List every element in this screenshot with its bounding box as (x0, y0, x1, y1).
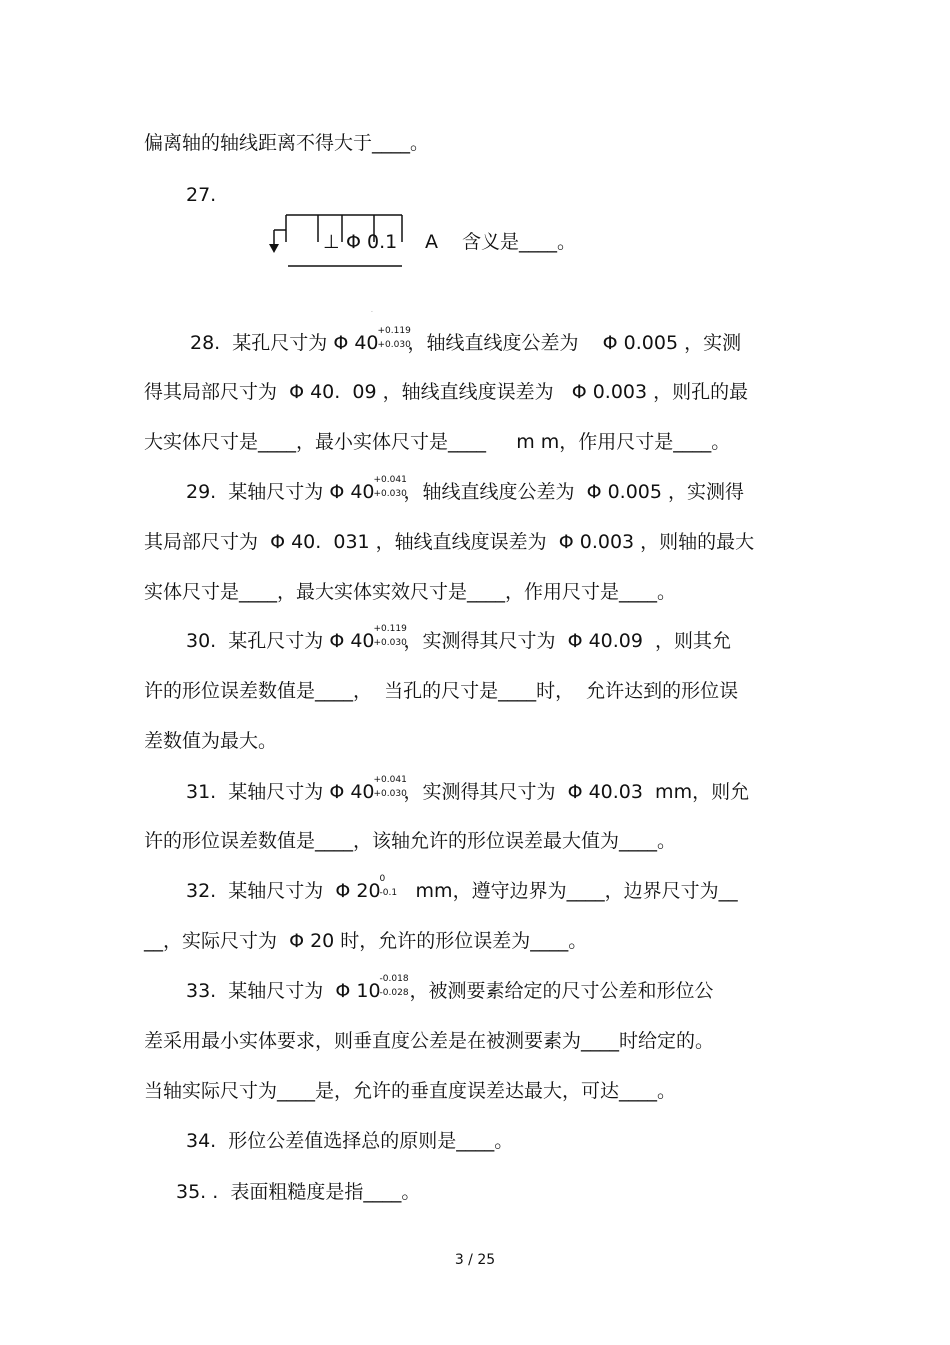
q28-lower-deviation: +0.030 (377, 340, 411, 350)
q27-number: 27. (186, 184, 217, 206)
q33-tail: ，被测要素给定的尺寸公差和形位公 (409, 980, 714, 1002)
q32-line-2: __，实际尺寸为 Φ 20 时，允许的形位误差为____。 (144, 930, 588, 952)
q33-line-1 (186, 974, 714, 1003)
q34-line: 34. 形位公差值选择总的原则是____。 (186, 1130, 514, 1152)
line-q26-end: 偏离轴的轴线距离不得大于____。 (144, 132, 430, 154)
q29-lead: 29. 某轴尺寸为 Φ 40 (186, 481, 375, 503)
q28-line-2: 得其局部尺寸为 Φ 40. 09 ，轴线直线度误差为 Φ 0.003 ，则孔的最 (144, 381, 749, 403)
q27-question: 含义是____。 (462, 231, 577, 253)
datum-label: A (425, 231, 438, 253)
q29-tolerance (373, 475, 407, 504)
q30-lower-deviation: +0.030 (373, 638, 407, 648)
q28-lead: 28. 某孔尺寸为 Φ 40 (190, 332, 379, 354)
q29-line-3: 实体尺寸是____，最大实体实效尺寸是____，作用尺寸是____。 (144, 581, 677, 603)
q33-line-3: 当轴实际尺寸为____是，允许的垂直度误差达最大，可达____。 (144, 1080, 677, 1102)
q33-lead: 33. 某轴尺寸为 Φ 10 (186, 980, 381, 1002)
q31-line-2: 许的形位误差数值是____，该轴允许的形位误差最大值为____。 (144, 830, 677, 852)
q32-upper-deviation: 0 (379, 874, 386, 884)
q30-tolerance (373, 624, 407, 653)
q28-line-1 (190, 326, 742, 355)
tolerance-value: Φ 0.1 (346, 231, 398, 253)
q32-lower-deviation: -0.1 (379, 888, 398, 898)
q31-upper-deviation: +0.041 (373, 775, 407, 785)
stray-mark: · (371, 309, 373, 316)
q29-tail: ，轴线直线度公差为 Φ 0.005 ，实测得 (403, 481, 745, 503)
q30-line-3: 差数值为最大。 (144, 730, 278, 752)
q28-tolerance (377, 326, 411, 355)
q30-upper-deviation: +0.119 (373, 624, 407, 634)
q33-tolerance (379, 974, 410, 1003)
q29-line-1 (186, 475, 745, 504)
q28-line-3: 大实体尺寸是____，最小实体尺寸是____ m m，作用尺寸是____。 (144, 431, 731, 453)
page-number: 3 / 25 (454, 1252, 496, 1268)
q29-upper-deviation: +0.041 (373, 475, 407, 485)
q30-line-2: 许的形位误差数值是____， 当孔的尺寸是____时， 允许达到的形位误 (144, 680, 739, 702)
q31-tolerance (373, 775, 407, 804)
q30-line-1 (186, 624, 732, 653)
q30-tail: ，实测得其尺寸为 Φ 40.09 ，则其允 (403, 630, 732, 652)
q35-line: 35. . 表面粗糙度是指____。 (176, 1181, 421, 1203)
q32-tolerance (379, 874, 416, 903)
q33-lower-deviation: -0.028 (379, 988, 409, 998)
q33-upper-deviation: -0.018 (379, 974, 409, 984)
q29-line-2: 其局部尺寸为 Φ 40. 031 ，轴线直线度误差为 Φ 0.003 ，则轴的最大 (144, 531, 755, 553)
q31-line-1 (186, 775, 750, 804)
q32-tail: mm，遵守边界为____，边界尺寸为__ (415, 880, 738, 902)
q32-line-1 (186, 874, 738, 903)
q33-line-2: 差采用最小实体要求，则垂直度公差是在被测要素为____时给定的。 (144, 1030, 715, 1052)
q31-lower-deviation: +0.030 (373, 789, 407, 799)
q30-lead: 30. 某孔尺寸为 Φ 40 (186, 630, 375, 652)
q31-lead: 31. 某轴尺寸为 Φ 40 (186, 781, 375, 803)
q28-upper-deviation: +0.119 (377, 326, 411, 336)
perpendicularity-symbol: ⊥ (323, 231, 340, 253)
q29-lower-deviation: +0.030 (373, 489, 407, 499)
q32-lead: 32. 某轴尺寸为 Φ 20 (186, 880, 381, 902)
q31-tail: ，实测得其尺寸为 Φ 40.03 mm，则允 (403, 781, 750, 803)
q28-tail: ，轴线直线度公差为 Φ 0.005 ，实测 (407, 332, 742, 354)
